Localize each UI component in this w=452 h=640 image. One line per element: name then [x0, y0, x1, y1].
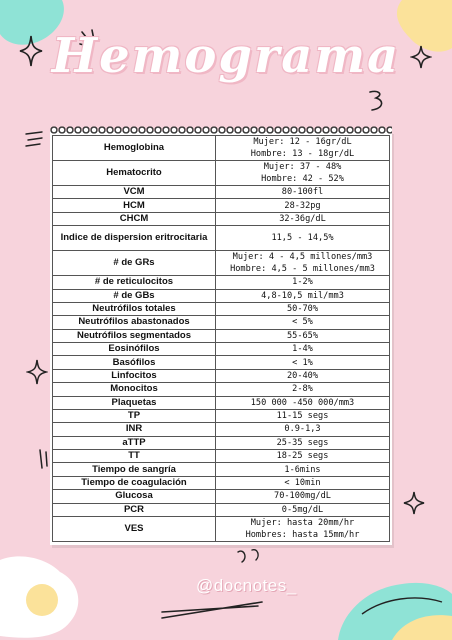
table-row	[53, 436, 390, 449]
reference-value	[216, 226, 390, 251]
reference-value-line: 28-32pg	[284, 200, 321, 211]
doodle-lines-icon	[22, 128, 48, 154]
reference-value-line: Mujer: 37 - 48%	[263, 162, 342, 172]
parameter-name: # de reticulocitos	[53, 276, 216, 289]
table-row	[53, 251, 390, 276]
reference-value-line: 80-100fl	[281, 187, 324, 198]
table-row	[53, 329, 390, 342]
parameter-name: PCR	[53, 503, 216, 517]
reference-value-line: 11,5 - 14,5%	[271, 233, 334, 244]
parameter-name: INR	[53, 423, 216, 436]
reference-value	[216, 396, 390, 409]
reference-value-line: 0.9-1,3	[284, 424, 321, 435]
squiggle-icon	[234, 546, 274, 570]
reference-value	[216, 343, 390, 356]
table-row	[53, 186, 390, 199]
parameter-name: HCM	[53, 199, 216, 212]
table-row	[53, 383, 390, 396]
page-title: Hemograma	[51, 28, 401, 84]
table-row	[53, 517, 390, 542]
reference-value	[216, 136, 390, 161]
parameter-name: Basófilos	[53, 356, 216, 369]
reference-value	[216, 302, 390, 315]
table-row	[53, 463, 390, 476]
table-row	[53, 289, 390, 302]
table-row	[53, 316, 390, 329]
reference-value-line: 1-4%	[292, 344, 313, 355]
table-row	[53, 199, 390, 212]
reference-value	[216, 463, 390, 476]
reference-value-line: Mujer: hasta 20mm/hr	[250, 518, 355, 528]
reference-value-line: 11-15 segs	[276, 411, 329, 422]
parameter-name: Eosinófilos	[53, 343, 216, 356]
reference-value-line: Hombre: 13 - 18gr/dL	[250, 149, 355, 159]
parameter-name: # de GBs	[53, 289, 216, 302]
reference-value-line: 18-25 segs	[276, 451, 329, 462]
reference-value-line: 70-100mg/dL	[274, 491, 331, 502]
table-row	[53, 212, 390, 225]
table-row	[53, 450, 390, 463]
reference-value-line: 0-5mg/dL	[281, 504, 324, 515]
table-row	[53, 490, 390, 503]
reference-value-line: Mujer: 4 - 4,5 millones/mm3	[232, 252, 373, 263]
table-row	[53, 276, 390, 289]
sparkle-icon	[402, 490, 426, 516]
reference-value-line: Mujer: 12 - 16gr/dL	[253, 137, 352, 147]
reference-value	[216, 517, 390, 542]
table-row	[53, 356, 390, 369]
parameter-name: Plaquetas	[53, 396, 216, 409]
table-row	[53, 476, 390, 489]
reference-value	[216, 212, 390, 225]
reference-value	[216, 409, 390, 422]
reference-value-line: 150 000 -450 000/mm3	[250, 397, 355, 408]
reference-value-line: 32-36g/dL	[279, 213, 326, 224]
reference-value	[216, 490, 390, 503]
reference-value	[216, 369, 390, 382]
brand-handle: @docnotes_	[196, 576, 297, 595]
table-row	[53, 396, 390, 409]
reference-value-line: 25-35 segs	[276, 437, 329, 448]
reference-value	[216, 383, 390, 396]
parameter-name: CHCM	[53, 212, 216, 225]
parameter-name: Monocitos	[53, 383, 216, 396]
table-row	[53, 161, 390, 186]
reference-value	[216, 161, 390, 186]
parameter-name: Tiempo de coagulación	[53, 476, 216, 489]
parameter-name: VES	[53, 517, 216, 542]
parameter-name: # de GRs	[53, 251, 216, 276]
reference-value	[216, 199, 390, 212]
parameter-name: Linfocitos	[53, 369, 216, 382]
doodle-lines-icon	[36, 448, 50, 470]
reference-value-line: 1-6mins	[284, 464, 321, 475]
reference-value	[216, 316, 390, 329]
reference-value	[216, 476, 390, 489]
table-row	[53, 136, 390, 161]
parameter-name: TT	[53, 450, 216, 463]
table-row	[53, 369, 390, 382]
fried-egg-icon	[0, 552, 86, 640]
parameter-name: Hematocrito	[53, 161, 216, 186]
reference-value-line: 20-40%	[286, 370, 319, 381]
parameter-name: VCM	[53, 186, 216, 199]
reference-value-line: < 5%	[292, 317, 313, 328]
table-row	[53, 503, 390, 517]
parameter-name: Indice de dispersion eritrocitaria	[53, 226, 216, 251]
reference-value	[216, 276, 390, 289]
table-row	[53, 226, 390, 251]
reference-value-line: Hombre: 4,5 - 5 millones/mm3	[230, 264, 375, 275]
lab-values-table	[52, 135, 390, 542]
reference-value-line: 50-70%	[286, 304, 319, 315]
sparkle-icon	[26, 358, 48, 386]
corner-blob-bottom-right	[332, 572, 452, 640]
parameter-name: Neutrófilos abastonados	[53, 316, 216, 329]
doodle-lines-icon	[158, 596, 268, 622]
reference-value	[216, 436, 390, 449]
reference-value	[216, 251, 390, 276]
reference-value-line: < 1%	[292, 357, 313, 368]
table-row	[53, 423, 390, 436]
reference-value	[216, 503, 390, 517]
reference-value-line: 1-2%	[292, 277, 313, 288]
reference-value-line: Hombres: hasta 15mm/hr	[245, 530, 360, 540]
squiggle-icon	[366, 88, 390, 114]
parameter-name: Tiempo de sangría	[53, 463, 216, 476]
reference-value-line: 55-65%	[286, 330, 319, 341]
reference-value	[216, 423, 390, 436]
reference-value-line: 2-8%	[292, 384, 313, 395]
table-row	[53, 409, 390, 422]
reference-value-line: 4,8-10,5 mil/mm3	[261, 290, 344, 301]
reference-value	[216, 186, 390, 199]
table-row	[53, 302, 390, 315]
parameter-name: Neutrófilos segmentados	[53, 329, 216, 342]
reference-value	[216, 450, 390, 463]
reference-value-line: Hombre: 42 - 52%	[261, 174, 344, 184]
parameter-name: aTTP	[53, 436, 216, 449]
parameter-name: TP	[53, 409, 216, 422]
reference-value	[216, 289, 390, 302]
reference-value	[216, 329, 390, 342]
table-row	[53, 343, 390, 356]
spiral-binding	[50, 125, 392, 135]
reference-value-line: < 10min	[284, 477, 321, 488]
parameter-name: Hemoglobina	[53, 136, 216, 161]
parameter-name: Neutrófilos totales	[53, 302, 216, 315]
reference-value	[216, 356, 390, 369]
parameter-name: Glucosa	[53, 490, 216, 503]
